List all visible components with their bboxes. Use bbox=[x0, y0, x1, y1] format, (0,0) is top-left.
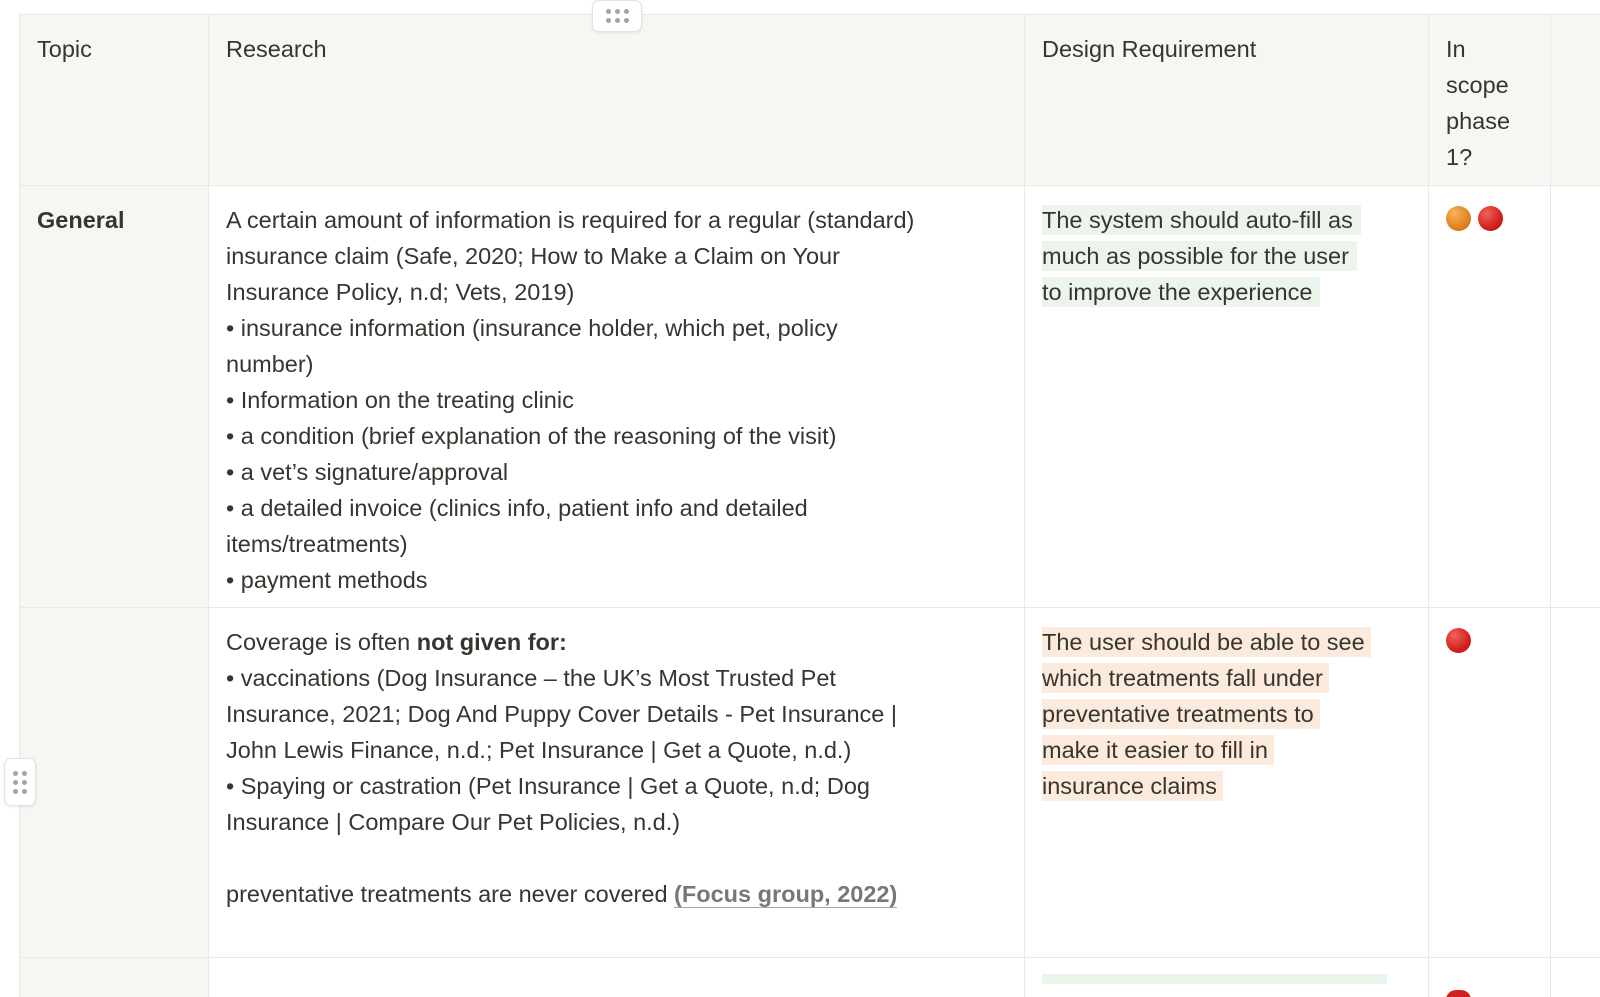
drag-handle-icon bbox=[13, 771, 27, 794]
design-requirement-highlight bbox=[1042, 974, 1387, 984]
table-header-row bbox=[20, 15, 1600, 186]
topic-cell[interactable] bbox=[20, 958, 209, 997]
extra-cell[interactable] bbox=[1551, 186, 1600, 608]
extra-cell[interactable] bbox=[1551, 958, 1600, 997]
in-scope-cell[interactable] bbox=[1429, 186, 1551, 608]
header-topic: Topic bbox=[37, 36, 92, 62]
research-bullet: • a condition (brief explanation of the reasoning of the visit) bbox=[226, 423, 837, 449]
design-requirement-text: which treatments fall under bbox=[1042, 663, 1329, 693]
research-cell[interactable] bbox=[209, 958, 1025, 997]
header-cell-research[interactable] bbox=[209, 15, 1025, 186]
research-intro-line bbox=[226, 624, 1007, 660]
research-cell[interactable] bbox=[209, 186, 1025, 608]
header-cell-in-scope[interactable] bbox=[1429, 15, 1551, 186]
design-requirement-text: much as possible for the user bbox=[1042, 241, 1357, 271]
topic-cell[interactable] bbox=[20, 186, 209, 608]
research-closing-line bbox=[226, 876, 1007, 912]
design-requirement-text: make it easier to fill in bbox=[1042, 735, 1274, 765]
research-closing: preventative treatments are never covered bbox=[226, 881, 675, 907]
red-circle-icon bbox=[1446, 628, 1471, 653]
research-bullet: • payment methods bbox=[226, 567, 428, 593]
orange-circle-icon bbox=[1446, 206, 1471, 231]
research-table bbox=[19, 14, 1600, 997]
research-line: A certain amount of information is required for a regular (standard) bbox=[226, 207, 915, 233]
research-bullet: • a detailed invoice (clinics info, patient info and detailed bbox=[226, 495, 808, 521]
table-row bbox=[20, 958, 1600, 997]
header-in-scope-line: 1? bbox=[1446, 144, 1473, 170]
research-bullet: • vaccinations (Dog Insurance – the UK’s Most Trusted Pet bbox=[226, 665, 836, 691]
design-requirement-text: to improve the experience bbox=[1042, 277, 1320, 307]
topic-label: General bbox=[37, 207, 125, 233]
topic-cell[interactable] bbox=[20, 608, 209, 958]
design-requirement-text: The system should auto-fill as bbox=[1042, 205, 1361, 235]
research-line: Insurance, 2021; Dog And Puppy Cover Details - Pet Insurance | bbox=[226, 701, 898, 727]
header-in-scope-line: In bbox=[1446, 36, 1466, 62]
research-bullet: • a vet’s signature/approval bbox=[226, 459, 509, 485]
research-bullet: • insurance information (insurance holder, which pet, policy bbox=[226, 315, 838, 341]
header-in-scope-line: scope bbox=[1446, 72, 1509, 98]
red-circle-icon bbox=[1478, 206, 1503, 231]
research-line: Insurance Policy, n.d; Vets, 2019) bbox=[226, 279, 575, 305]
research-intro-bold: not given for: bbox=[416, 629, 567, 655]
header-design-requirement: Design Requirement bbox=[1042, 36, 1257, 62]
design-requirement-cell[interactable] bbox=[1025, 608, 1429, 958]
row-drag-handle[interactable] bbox=[4, 758, 36, 806]
research-line: John Lewis Finance, n.d.; Pet Insurance | Get a Quote, n.d.) bbox=[226, 737, 852, 763]
in-scope-cell[interactable] bbox=[1429, 958, 1551, 997]
research-bullet: • Information on the treating clinic bbox=[226, 387, 574, 413]
header-research: Research bbox=[226, 36, 327, 62]
table-row bbox=[20, 608, 1600, 958]
header-cell-extra[interactable] bbox=[1551, 15, 1600, 186]
design-requirement-text: preventative treatments to bbox=[1042, 699, 1320, 729]
design-requirement-text: The user should be able to see bbox=[1042, 627, 1371, 657]
table-row bbox=[20, 186, 1600, 608]
research-bullet: • Spaying or castration (Pet Insurance | Get a Quote, n.d; Dog bbox=[226, 773, 870, 799]
design-requirement-text: insurance claims bbox=[1042, 771, 1223, 801]
design-requirement-cell[interactable] bbox=[1025, 958, 1429, 997]
header-in-scope-line: phase bbox=[1446, 108, 1511, 134]
research-line: Insurance | Compare Our Pet Policies, n.d.) bbox=[226, 809, 681, 835]
research-cell[interactable] bbox=[209, 608, 1025, 958]
header-cell-topic[interactable] bbox=[20, 15, 209, 186]
research-line: number) bbox=[226, 351, 314, 377]
research-line: items/treatments) bbox=[226, 531, 408, 557]
column-drag-handle[interactable] bbox=[592, 0, 642, 32]
extra-cell[interactable] bbox=[1551, 608, 1600, 958]
drag-handle-icon bbox=[606, 9, 629, 23]
citation-link[interactable]: (Focus group, 2022) bbox=[674, 881, 898, 907]
header-cell-design-requirement[interactable] bbox=[1025, 15, 1429, 186]
research-intro: Coverage is often bbox=[226, 629, 417, 655]
design-requirement-cell[interactable] bbox=[1025, 186, 1429, 608]
in-scope-cell[interactable] bbox=[1429, 608, 1551, 958]
research-line: insurance claim (Safe, 2020; How to Make a Claim on Your bbox=[226, 243, 840, 269]
red-circle-icon bbox=[1446, 990, 1471, 997]
